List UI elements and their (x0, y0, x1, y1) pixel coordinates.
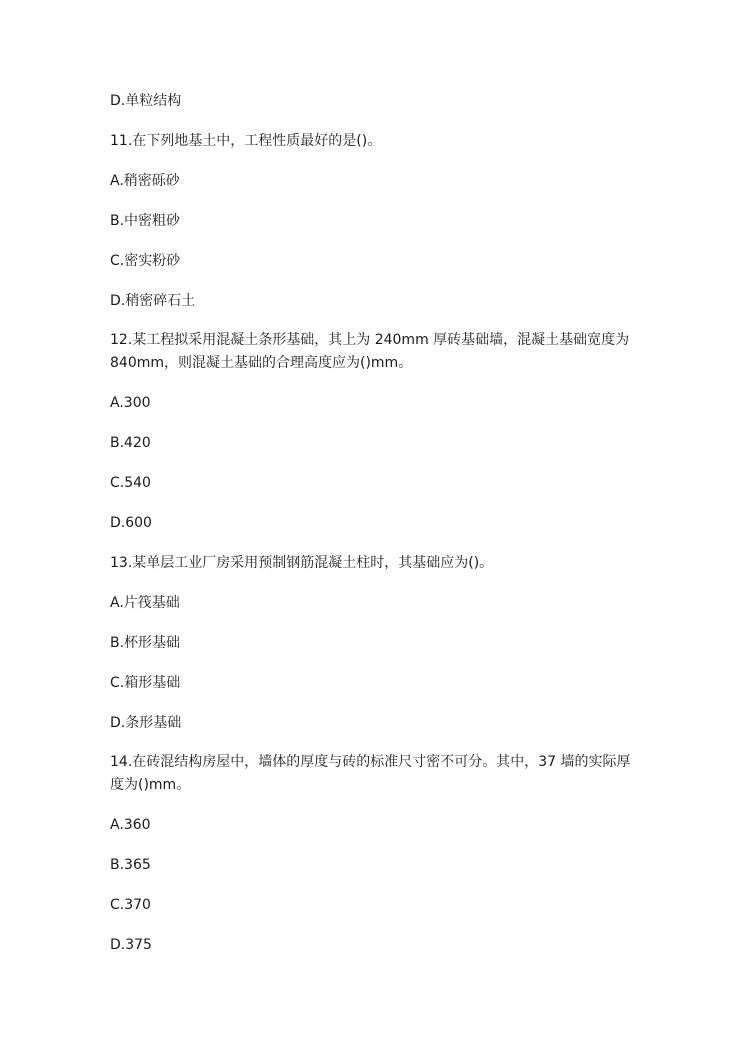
q12-stem: 12.某工程拟采用混凝土条形基础，其上为 240mm 厚砖基础墙，混凝土基础宽度为 840mm，则混凝土基础的合理高度应为()mm。 (110, 332, 630, 371)
q13-option-b: B.杯形基础 (110, 635, 181, 651)
q14-option-a: A.360 (110, 817, 151, 833)
q11-stem: 11.在下列地基土中，工程性质最好的是()。 (110, 133, 382, 149)
q12-option-d: D.600 (110, 515, 152, 531)
q11-option-d: D.稍密碎石土 (110, 293, 196, 309)
q13-option-a: A.片筏基础 (110, 595, 180, 611)
q12-option-a: A.300 (110, 395, 151, 411)
q10-option-d: D.单粒结构 (110, 93, 182, 109)
q14-stem: 14.在砖混结构房屋中，墙体的厚度与砖的标准尺寸密不可分。其中，37 墙的实际厚度为()mm。 (110, 754, 631, 793)
q12-option-b: B.420 (110, 435, 151, 451)
q11-option-b: B.中密粗砂 (110, 213, 181, 229)
q11-option-c: C.密实粉砂 (110, 253, 181, 269)
q13-option-c: C.箱形基础 (110, 675, 181, 691)
q11-option-a: A.稍密砾砂 (110, 173, 180, 189)
q12-option-c: C.540 (110, 475, 151, 491)
q14-option-d: D.375 (110, 937, 152, 953)
q14-option-c: C.370 (110, 897, 151, 913)
q13-option-d: D.条形基础 (110, 715, 182, 731)
q14-option-b: B.365 (110, 857, 151, 873)
q13-stem: 13.某单层工业厂房采用预制钢筋混凝土柱时，其基础应为()。 (110, 555, 494, 571)
